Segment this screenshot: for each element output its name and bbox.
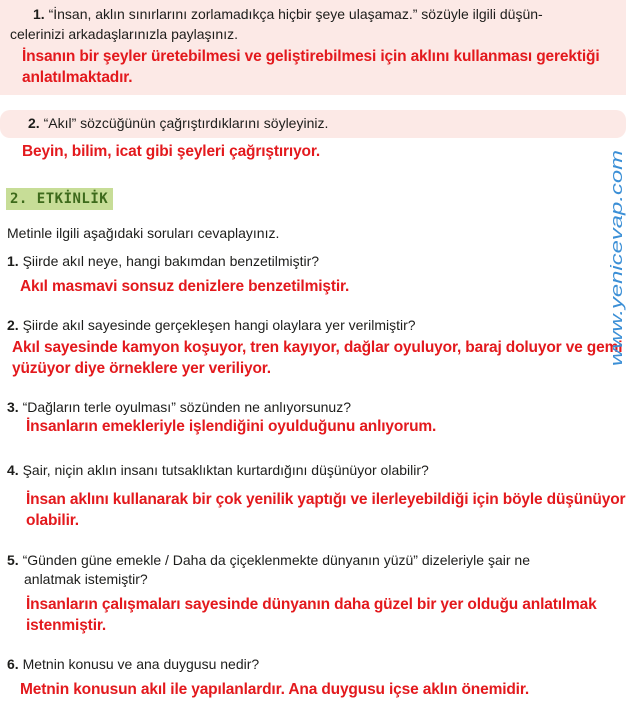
activity-question-1 <box>7 252 319 271</box>
activity-answer-1: Akıl masmavi sonsuz denizlere benzetilmiştir. <box>20 278 350 295</box>
question-text: Şiirde akıl sayesinde gerçekleşen hangi olaylara yer verilmiştir? <box>22 317 416 333</box>
activity-question-5-line2: anlatmak istemiştir? <box>24 571 148 587</box>
intro-answer-1-line2: anlatılmaktadır. <box>22 69 133 86</box>
intro-question-1-number: 1. <box>33 6 45 22</box>
question-number: 1. <box>7 253 19 269</box>
intro-question-1-line2: celerinizi arkadaşlarınızla paylaşınız. <box>10 26 238 42</box>
activity-answer-3: İnsanların emekleriyle işlendiğini oyulduğunu anlıyorum. <box>26 418 437 435</box>
activity-answer-2-line2: yüzüyor diye örneklere yer veriliyor. <box>12 360 271 377</box>
activity-instruction: Metinle ilgili aşağıdaki soruları cevaplayınız. <box>7 225 280 241</box>
question-number: 4. <box>7 462 19 478</box>
activity-answer-5-line2: istenmiştir. <box>26 617 107 634</box>
watermark <box>604 148 628 368</box>
question-text: Şiirde akıl neye, hangi bakımdan benzetilmiştir? <box>22 253 320 269</box>
question-text: “Dağların terle oyulması” sözünden ne anlıyorsunuz? <box>22 399 351 415</box>
intro-question-2 <box>28 114 328 133</box>
question-number: 3. <box>7 399 19 415</box>
activity-answer-4-line2: olabilir. <box>26 512 79 529</box>
intro-question-1-line1 <box>33 5 543 24</box>
intro-question-2-text: “Akıl” sözcüğünün çağrıştırdıklarını söyleyiniz. <box>43 115 329 131</box>
activity-question-2 <box>7 316 416 335</box>
activity-question-3 <box>7 398 351 417</box>
activity-answer-4-line1: İnsan aklını kullanarak bir çok yenilik yaptığı ve ilerleyebildiği için böyle düşünüyor <box>26 491 626 508</box>
intro-answer-2: Beyin, bilim, icat gibi şeyleri çağrıştırıyor. <box>22 143 321 160</box>
activity-answer-2-line1: Akıl sayesinde kamyon koşuyor, tren kayıyor, dağlar oyuluyor, baraj doluyor ve gemi <box>12 339 623 356</box>
question-text: Şair, niçin aklın insanı tutsaklıktan kurtardığını düşünüyor olabilir? <box>22 462 429 478</box>
activity-answer-6: Metnin konusun akıl ile yapılanlardır. Ana duygusu içse aklın önemidir. <box>20 681 530 698</box>
question-text: “Günden güne emekle / Daha da çiçeklenmekte dünyanın yüzü” dizeleriyle şair ne <box>22 552 530 568</box>
activity-question-5-line1 <box>7 551 530 570</box>
intro-answer-1-line1: İnsanın bir şeyler üretebilmesi ve geliştirebilmesi için aklını kullanması gerektiği <box>22 48 600 65</box>
question-number: 6. <box>7 656 19 672</box>
question-text: Metnin konusu ve ana duygusu nedir? <box>22 656 260 672</box>
question-number: 2. <box>7 317 19 333</box>
question-number: 5. <box>7 552 19 568</box>
watermark-text: www.yenicevap.com <box>607 211 626 366</box>
intro-question-2-number: 2. <box>28 115 40 131</box>
activity-question-6 <box>7 655 259 674</box>
activity-badge: 2. ETKİNLİK <box>6 188 113 210</box>
intro-question-1-text: “İnsan, aklın sınırlarını zorlamadıkça hiçbir şeye ulaşamaz.” sözüyle ilgili düşün- <box>48 6 543 22</box>
activity-question-4 <box>7 461 429 480</box>
activity-answer-5-line1: İnsanların çalışmaları sayesinde dünyanın daha güzel bir yer olduğu anlatılmak <box>26 596 597 613</box>
